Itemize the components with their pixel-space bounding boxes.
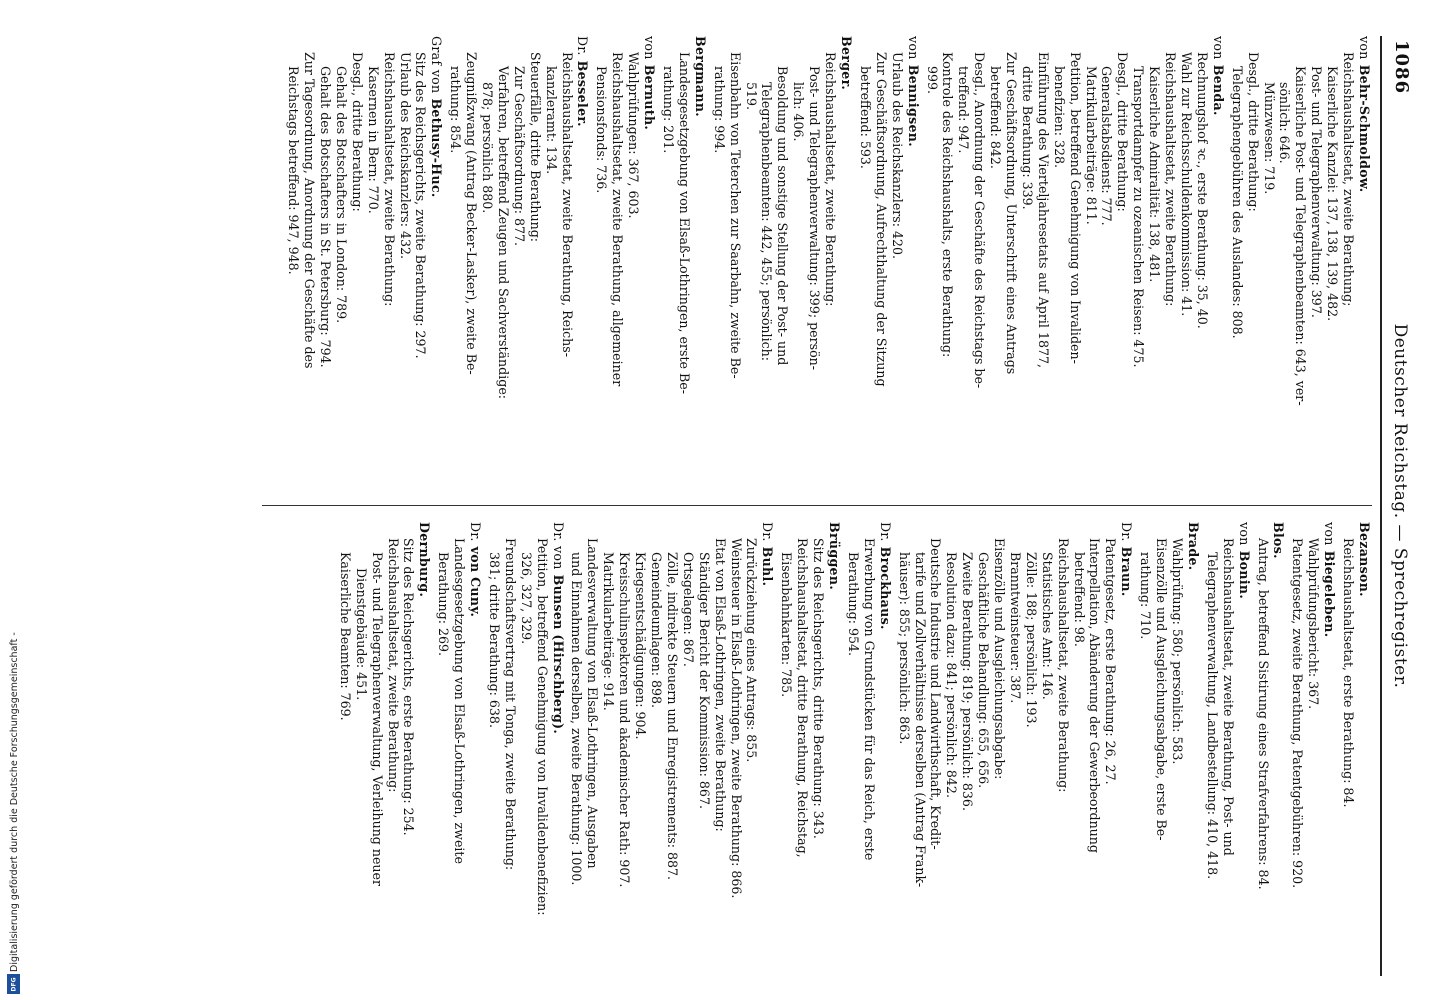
entry-reference-line: dritte Berathung: 339. (1019, 66, 1035, 210)
speaker-surname: Blos. (1271, 522, 1287, 559)
entry-reference-line: Desgl., dritte Berathung: (349, 52, 365, 212)
entry-reference-line: Interpellation, Abänderung der Gewerbeordnung (1087, 538, 1103, 853)
speaker-name (550, 522, 566, 974)
register-entry (660, 36, 708, 488)
entry-reference-line: 878; persönlich 880. (480, 82, 496, 214)
speaker-name (877, 522, 893, 974)
name-prefix: Dr. von (550, 522, 566, 570)
entry-reference-line: Ortsgelagen: 867. (680, 552, 696, 667)
entry-reference-line: Einführung des Vierteljahresetats auf April 1877, (1035, 52, 1051, 368)
entry-reference-line: Kasernen in Bern: 770. (365, 66, 381, 214)
entry-reference-line: Geschäftliche Behandlung: 655, 656. (976, 552, 992, 789)
entry-reference-line: Reichstags betreffend: 947, 948. (286, 66, 302, 275)
entry-reference-line: Sitz des Reichsgerichts, erste Berathung: 254. (401, 538, 417, 836)
speaker-surname: Berger. (839, 36, 854, 91)
entry-reference-line: Post- und Telegraphenverwaltung: 399; persön- (807, 66, 823, 371)
register-entry (778, 522, 842, 974)
name-prefix: von (1236, 522, 1252, 546)
speaker-name (1185, 522, 1201, 974)
name-prefix: von (1210, 36, 1226, 60)
entry-reference-line: Statistisches Amt: 146. (1039, 552, 1055, 700)
entry-reference-line: Berathung: 269. (436, 552, 452, 656)
dfg-logo-text: DFG (10, 976, 18, 992)
entry-reference-line: Steuerfälle, dritte Berathung: (527, 52, 543, 243)
entry-reference-line: Telegraphenbeamten: 442, 455; persönlich: (759, 82, 775, 361)
entry-reference-line: Telegraphengebühren des Auslandes: 808. (1229, 66, 1245, 339)
entry-reference-line: Petition, betreffend Genehmigung von Invaliden- (1067, 52, 1083, 364)
entry-reference-line: Urlaub des Reichskanzlers: 420. (889, 52, 905, 260)
register-entry (285, 36, 444, 488)
entry-reference-line: Freundschaftsvertrag mit Tonga, zweite Berathung: (502, 538, 518, 871)
register-entry (1340, 522, 1372, 974)
entry-reference-line: Landesgesetzgebung von Elsaß-Lothringen, erste Be- (676, 52, 692, 394)
entry-reference-line: Eisenbahnkarten: 785. (779, 552, 795, 698)
entry-reference-line: Petition, betreffend Genehmigung von Invalidenbenefizien: (534, 538, 550, 916)
column-divider (262, 505, 1372, 506)
digitization-footer (6, 6, 26, 1000)
entry-reference-line: Desgl., dritte Berathung: (1115, 52, 1131, 212)
entry-reference-line: Resolution dazu: 841; persönlich: 842. (944, 552, 960, 798)
name-prefix: Dr. (760, 522, 776, 542)
entry-reference-line: Urlaub des Reichskanzlers: 432. (397, 52, 413, 260)
entry-reference-line: Weinsteuer in Elsaß-Lothringen, zweite Berathung: 866. (728, 538, 744, 899)
entry-reference-line: benefizien: 328. (1051, 66, 1067, 168)
name-prefix: von (642, 36, 658, 60)
entry-reference-line: Reichshaushaltsetat, zweite Berathung: (385, 538, 401, 793)
speaker-name (1356, 36, 1372, 488)
speaker-name (1210, 36, 1226, 488)
entry-reference-line: Sitz des Reichsgerichts, zweite Berathung: 297. (413, 52, 429, 359)
entry-reference-line: Kaiserliche Post- und Telegraphenbeamten: 643, ver- (1293, 66, 1309, 406)
entry-reference-line: 381; dritte Berathung: 638. (486, 552, 502, 728)
register-entry (594, 36, 658, 488)
speaker-name (416, 522, 432, 974)
entry-reference-line: rathung: 710. (1138, 552, 1154, 640)
entry-reference-line: Etat von Elsaß-Lothringen, zweite Berathung: (712, 538, 728, 832)
speaker-name (1236, 522, 1252, 974)
entry-reference-line: Matrikularbeiträge: 914. (601, 552, 617, 711)
speaker-name (428, 36, 444, 488)
speaker-name (1271, 522, 1287, 974)
entry-reference-line: Dienstgebäude: 451. (353, 568, 369, 701)
speaker-surname: Benda. (1210, 64, 1226, 116)
entry-reference-line: Kaiserliche Beamten: 769. (337, 552, 353, 721)
register-entry (896, 522, 1135, 974)
entry-reference-line: Zölle: 188; persönlich: 193. (1023, 552, 1039, 728)
speaker-surname: Bunsen (Hirschberg). (550, 574, 566, 735)
speaker-surname: Braun. (1119, 546, 1135, 597)
entry-reference-line: Generalstabsdienst: 777. (1099, 66, 1115, 226)
register-entry (1289, 522, 1337, 974)
speaker-surname: Buhl. (760, 546, 776, 587)
register-entry (435, 522, 483, 974)
entry-reference-line: Branntweinsteuer: 387. (1007, 552, 1023, 704)
entry-reference-line: Reichshaushaltsetat, zweite Berathung, Reichs- (559, 52, 575, 357)
name-prefix: von (905, 36, 921, 60)
entry-reference-line: Zeugnißzwang (Antrag Becker-Lasker), zweite Be- (464, 52, 480, 375)
entry-reference-line: Reichshaushaltsetat, zweite Berathung; (1341, 52, 1357, 307)
funding-note: Digitalisierung gefördert durch die Deutsche Forschungsgemeinschaft - (9, 632, 20, 972)
register-entry (1255, 522, 1287, 974)
page-number: 1086 (1391, 40, 1412, 95)
speaker-name (838, 36, 854, 488)
name-prefix: Dr. (1119, 522, 1135, 542)
entry-reference-line: Berathung: 954. (845, 552, 861, 656)
entry-reference-line: Rechnungshof ꝛc., erste Berathung: 35, 40. (1194, 52, 1210, 329)
speaker-surname: Bezanson. (1357, 522, 1372, 597)
entry-reference-line: und Einnahmen derselben, zweite Berathung: 1000. (569, 552, 585, 886)
name-prefix: Dr. (877, 522, 893, 542)
entry-reference-line: Patentgesetz, erste Berathung: 26, 27. (1103, 538, 1119, 785)
register-entry (924, 36, 1226, 488)
register-entry (569, 522, 776, 974)
speaker-surname: Behr-Schmoldow. (1357, 64, 1372, 193)
speaker-name (467, 522, 483, 974)
running-head: Deutscher Reichstag. — Sprechregister. (1390, 323, 1410, 689)
entry-reference-line: kanzleramt: 134. (543, 66, 559, 175)
entry-reference-line: Kreisschulinspektoren und akademischer Rath: 907. (617, 552, 633, 888)
speaker-surname: Biegeleben. (1322, 550, 1338, 638)
entry-reference-line: Kriegsentschädigungen: 904. (633, 552, 649, 740)
name-prefix: Dr. (575, 36, 591, 56)
entry-reference-line: 999. (924, 66, 940, 95)
page-header (1380, 36, 1416, 976)
entry-reference-line: Zurückziehung eines Antrags: 855. (744, 538, 760, 763)
entry-reference-line: Zölle, indirekte Steuern und Enregistrements: 887. (664, 552, 680, 881)
speaker-surname: Brade. (1185, 522, 1201, 571)
entry-reference-line: Wahlprüfung: 580; persönlich: 583. (1170, 538, 1186, 765)
entry-reference-line: 519. (743, 82, 759, 111)
entry-reference-line: Reichshaushaltsetat, zweite Berathung: (381, 52, 397, 307)
entry-reference-line: 326, 327, 329. (518, 552, 534, 645)
entry-reference-line: sönlich: 646. (1277, 82, 1293, 164)
entry-reference-line: tarife und Zollverhältnisse derselben (Antrag Frank- (912, 552, 928, 888)
entry-reference-line: Gehalt des Botschafters in London: 789. (333, 66, 349, 324)
register-entry (486, 522, 566, 974)
entry-reference-line: Reichshaushaltsetat, zweite Berathung, allgemeiner (610, 52, 626, 387)
entry-reference-line: Kontrole des Reichshaushalts, erste Berathung: (940, 52, 956, 358)
entry-reference-line: Zur Geschäftsordnung, Aufrechthaltung der Sitzung (873, 52, 889, 387)
register-entry (337, 522, 432, 974)
speaker-name (1321, 522, 1337, 974)
entry-reference-line: Eisenbahn von Teterchen zur Saarbahn, zweite Be- (727, 52, 743, 379)
speaker-name (826, 522, 842, 974)
speaker-surname: Brockhaus. (877, 546, 893, 630)
speaker-surname: Bennigsen. (905, 64, 921, 147)
entry-reference-line: Wahlprüfungen: 367, 603. (626, 52, 642, 219)
register-column-left (142, 36, 1372, 488)
register-entry (857, 36, 921, 488)
entry-reference-line: Desgl., dritte Berathung: (1245, 52, 1261, 212)
entry-reference-line: Besoldung und sonstige Stellung der Post- und (775, 66, 791, 366)
register-column-right (142, 522, 1372, 974)
entry-reference-line: treffend: 947. (956, 66, 972, 154)
speaker-name (692, 36, 708, 488)
entry-reference-line: Zweite Berathung: 819; persönlich: 836. (960, 552, 976, 811)
speaker-name (575, 36, 591, 488)
entry-reference-line: rathung: 854. (448, 66, 464, 154)
entry-reference-line: Kaiserliche Kanzlei: 137, 138, 139, 482. (1325, 66, 1341, 322)
entry-reference-line: Patentgesetz, zweite Berathung, Patentgebühren: 920. (1290, 538, 1306, 889)
register-entry (1204, 522, 1252, 974)
speaker-name (759, 522, 775, 974)
dfg-logo (7, 974, 20, 994)
entry-reference-line: Landesverwaltung von Elsaß-Lothringen, Ausgaben (585, 538, 601, 869)
speaker-surname: Dernburg. (417, 522, 433, 598)
speaker-surname: Brüggen. (827, 522, 842, 591)
speaker-surname: Bonin. (1236, 550, 1252, 600)
register-entry (711, 36, 854, 488)
entry-reference-line: Reichshaushaltsetat, zweite Berathung: (823, 52, 839, 307)
entry-reference-line: Gehalt des Botschafters in St. Petersburg: 794. (318, 66, 333, 368)
speaker-name (1118, 522, 1134, 974)
entry-reference-line: häuser): 855; persönlich: 863. (896, 552, 912, 745)
entry-reference-line: Post- und Telegraphenverwaltung: 397. (1309, 66, 1325, 318)
entry-reference-line: betreffend: 98. (1071, 552, 1087, 647)
entry-reference-line: Reichshaushaltsetat, zweite Berathung, Post- und (1220, 538, 1236, 856)
entry-reference-line: Ständiger Bericht der Kommission: 867. (696, 552, 712, 809)
entry-reference-line: Gemeindeumlagen: 898. (649, 552, 665, 709)
entry-reference-line: Zur Tagesordnung, Anordnung der Geschäfte des (302, 52, 318, 369)
entry-reference-line: Sitz des Reichsgerichts, dritte Berathung: 343. (811, 538, 827, 839)
speaker-surname: Besseler. (575, 60, 591, 127)
entry-reference-line: Wahl zur Reichsschuldenkommission: 41. (1179, 52, 1195, 317)
speaker-name (641, 36, 657, 488)
speaker-surname: von Cuny. (468, 546, 484, 618)
rotated-scanned-page (116, 36, 1416, 976)
speaker-name (905, 36, 921, 488)
speaker-surname: Bergmann. (692, 36, 708, 117)
entry-reference-line: Verfahren, betreffend Zeugen und Sachverständige: (495, 66, 511, 400)
entry-reference-line: Pensionsfonds: 736. (594, 66, 610, 194)
entry-reference-line: Kaiserliche Admiralität: 138, 481. (1147, 66, 1163, 283)
name-prefix: Dr. (468, 522, 484, 542)
entry-reference-line: Post- und Telegraphenverwaltung, Verleihung neuer (369, 552, 385, 887)
speaker-surname: Bethusy-Huc. (429, 98, 445, 198)
entry-reference-line: Eisenzölle und Ausgleichungsabgabe, erste Be- (1154, 538, 1170, 841)
entry-reference-line: Eisenzölle und Ausgleichungsabgabe: (992, 538, 1008, 780)
register-entry (1229, 36, 1372, 488)
register-entry (1137, 522, 1201, 974)
register-entry (447, 36, 590, 488)
entry-reference-line: Reichshaushaltsetat, zweite Berathung: (1055, 538, 1071, 793)
entry-reference-line: betreffend: 842. (988, 66, 1004, 169)
entry-reference-line: betreffend: 593. (857, 66, 873, 169)
entry-reference-line: Zur Geschäftsordnung, Unterschrift eines Antrags (1004, 52, 1020, 375)
entry-reference-line: lich: 406. (791, 82, 807, 142)
entry-reference-line: Reichshaushaltsetat, erste Berathung: 84. (1341, 538, 1357, 808)
name-prefix: Graf von (429, 36, 445, 94)
speaker-name (1356, 522, 1372, 974)
entry-reference-line: Reichshaushaltsetat, zweite Berathung: (1163, 52, 1179, 307)
entry-reference-line: Reichshaushaltsetat, dritte Berathung, Reichstag, (795, 538, 811, 858)
entry-reference-line: Deutsche Industrie und Landwirthschaft, Kredit- (928, 538, 944, 850)
entry-reference-line: Transportdampfer zu ozeanischen Reisen: 475. (1131, 66, 1147, 368)
speaker-surname: Bernuth. (642, 64, 658, 131)
entry-reference-line: rathung: 201. (661, 66, 677, 154)
entry-reference-line: Desgl., Anordnung der Geschäfte des Reichstags be- (972, 52, 988, 389)
register-entry (845, 522, 893, 974)
entry-reference-line: Landesgesetzgebung von Elsaß-Lothringen, zweite (452, 538, 468, 864)
entry-reference-line: Telegraphenverwaltung, Landbestellung: 410, 418. (1204, 552, 1220, 880)
entry-reference-line: Antrag, betreffend Sistirung eines Strafverfahrens: 84. (1255, 538, 1271, 890)
entry-reference-line: Wahlprüfungsbericht: 367. (1306, 538, 1322, 710)
name-prefix: von (1322, 522, 1338, 546)
name-prefix: von (1357, 36, 1372, 60)
entry-reference-line: rathung: 994. (711, 66, 727, 154)
entry-reference-line: Münzwesen: 719. (1261, 82, 1277, 195)
entry-reference-line: Zur Geschäftsordnung: 877. (511, 66, 527, 247)
entry-reference-line: Erwerbung von Grundstücken für das Reich, erste (861, 538, 877, 861)
entry-reference-line: Matrikularbeiträge: 811. (1083, 66, 1099, 225)
